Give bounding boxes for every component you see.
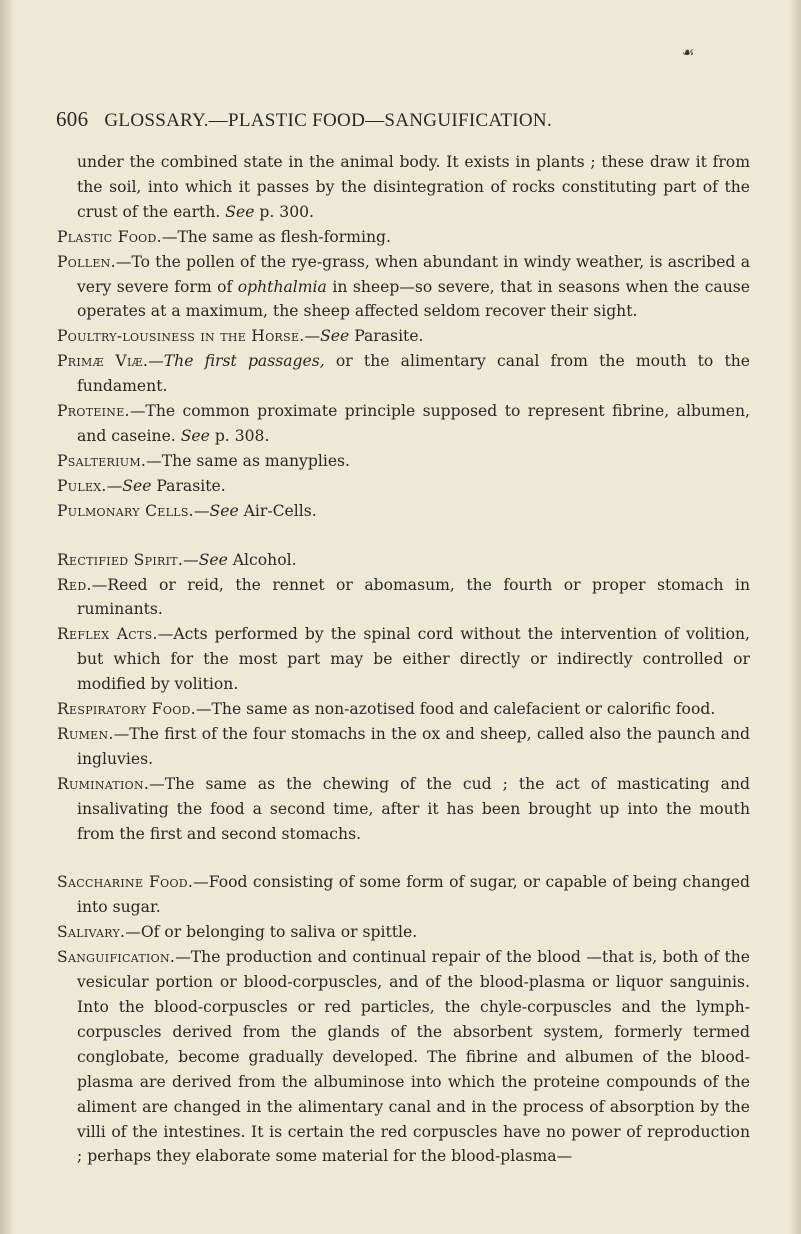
entry-term: Red. <box>57 575 92 594</box>
entry-term: Rumination. <box>57 774 150 793</box>
entry-term: Pulex. <box>57 476 107 495</box>
entry-term: Plastic Food. <box>57 227 162 246</box>
page-number: 606 <box>56 107 89 131</box>
entry-term: Saccharine Food. <box>57 873 194 892</box>
entry-term: Pulmonary Cells. <box>57 501 194 520</box>
see-ref: See <box>198 550 228 569</box>
entry-term: Rectified Spirit. <box>57 550 184 569</box>
glossary-entry-pulmonary-cells: Pulmonary Cells.—See Air-Cells. <box>57 501 317 520</box>
glossary-entry-reflex-acts: Reflex Acts.—Acts performed by the spinal cord without the intervention of volition, but which for the most part may be either directly or indirectly controlled or modified by volition. <box>57 625 750 694</box>
see-ref: See <box>209 501 239 520</box>
glossary-entry-respiratory-food: Respiratory Food.—The same as non-azotised food and calefacient or calorific food. <box>57 700 716 719</box>
entry-term: Proteine. <box>57 402 130 421</box>
glossary-entry-red: Red.—Reed or reid, the rennet or abomasum, the fourth or proper stomach in ruminants. <box>57 575 750 619</box>
glossary-entry-psalterium: Psalterium.—The same as manyplies. <box>57 451 351 470</box>
entry-term: Primæ Viæ. <box>57 352 149 371</box>
entry-term: Poultry-lousiness in the Horse. <box>57 327 305 346</box>
glossary-entry-pollen: Pollen.—To the pollen of the rye-grass, when abundant in windy weather, is ascribed a very severe form of ophthalmia in sheep—so severe, that in seasons when the cause operates at a maximum, the sheep affected seldom recover their sight. <box>57 252 751 321</box>
glossary-entry-rumination: Rumination.—The same as the chewing of the cud ; the act of masticating and insalivating the food a second time, after it has been brought up into the mouth from the first and second stomachs. <box>57 774 750 843</box>
glossary-entry-poultry-lousiness: Poultry-lousiness in the Horse.—See Parasite. <box>57 327 424 346</box>
glossary-entry-sanguification: Sanguification.—The production and continual repair of the blood —that is, both of the vesicular portion or blood-corpuscles, and of the blood-plasma or liquor sanguinis. Into the blood-corpuscles or red particles, the chyle-corpuscles and the lymph-corpuscles derived from the glands of the absorbent system, formerly termed conglobate, become gradually developed. The fibrine and albumen of the blood-plasma are derived from the albuminose into which the proteine compounds of the aliment are changed in the alimentary canal and in the process of absorption by the villi of the intestines. It is certain the red corpuscles have no power of reproduction ; perhaps they elaborate some material for the blood-plasma— <box>57 948 750 1166</box>
entry-term: Salivary. <box>57 923 126 942</box>
glossary-entry-salivary: Salivary.—Of or belonging to saliva or spittle. <box>57 923 418 942</box>
fleuron-ornament: ☙ <box>681 45 695 61</box>
see-ref: See <box>320 327 350 346</box>
see-ref: See <box>225 202 255 221</box>
running-header <box>56 106 736 132</box>
glossary-entry-proteine: Proteine.—The common proximate principle supposed to represent fibrine, albumen, and caseine. See p. 308. <box>57 402 750 445</box>
glossary-entry-pulex: Pulex.—See Parasite. <box>57 476 226 495</box>
section-gap <box>57 524 750 548</box>
glossary-entry-saccharine-food: Saccharine Food.—Food consisting of some form of sugar, or capable of being changed into sugar. <box>57 873 750 917</box>
glossary-entry-rumen: Rumen.—The first of the four stomachs in the ox and sheep, called also the paunch and ingluvies. <box>57 724 750 768</box>
page-edge-left <box>0 0 14 1234</box>
entry-term: Psalterium. <box>57 451 147 470</box>
page-edge-right <box>789 0 801 1234</box>
entry-term: Respiratory Food. <box>57 700 196 719</box>
glossary-body <box>57 150 750 1169</box>
glossary-entry-rectified-spirit: Rectified Spirit.—See Alcohol. <box>57 550 297 569</box>
glossary-entry-continued: under the combined state in the animal body. It exists in plants ; these draw it from the soil, into which it passes by the disintegration of rocks constituting part of the crust of the earth. See p. 300. <box>77 153 750 221</box>
entry-term: Rumen. <box>57 724 114 743</box>
glossary-entry-primae-viae: Primæ Viæ.—The first passages, or the alimentary canal from the mouth to the fundament. <box>57 352 750 396</box>
see-ref: See <box>180 426 210 445</box>
running-title: GLOSSARY.—PLASTIC FOOD—SANGUIFICATION. <box>104 110 552 131</box>
see-ref: See <box>122 476 152 495</box>
entry-term: Reflex Acts. <box>57 625 158 644</box>
glossary-entry-plastic-food: Plastic Food.—The same as flesh-forming. <box>57 227 391 246</box>
entry-term: Sanguification. <box>57 948 176 967</box>
entry-term: Pollen. <box>57 252 116 271</box>
section-gap <box>57 846 750 870</box>
